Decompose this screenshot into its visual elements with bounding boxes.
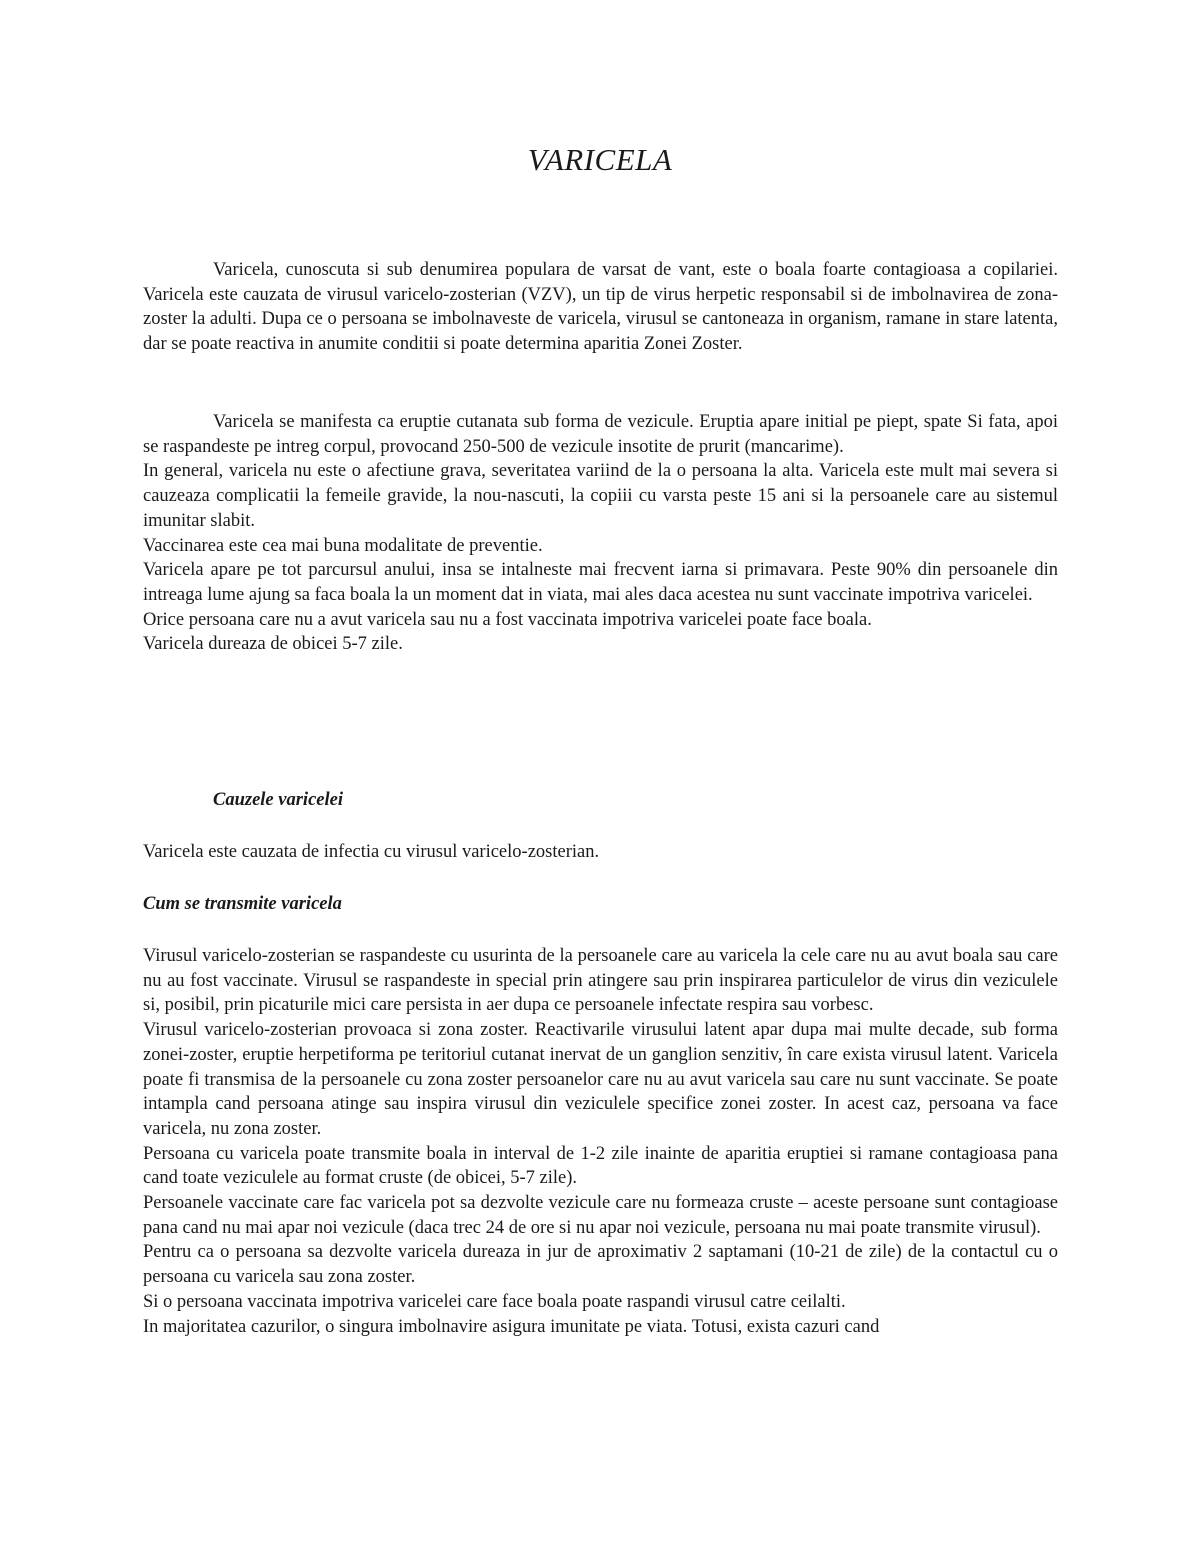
transmission-paragraph-7: In majoritatea cazurilor, o singura imbolnavire asigura imunitate pe viata. Totusi, exista cazuri cand	[143, 1316, 880, 1337]
transmission-paragraph-3: Persoana cu varicela poate transmite boala in interval de 1-2 zile inainte de aparitia eruptiei si ramane contagioasa pana cand toate veziculele au format cruste (de obicei, 5-7 zile).	[143, 1143, 1058, 1189]
intro-paragraph-2: Varicela se manifesta ca eruptie cutanata sub forma de vezicule. Eruptia apare initial pe piept, spate Si fata, apoi se raspandeste pe intreg corpul, provocand 250-500 de vezicule insotite de prurit (mancarime).	[143, 412, 1058, 457]
causes-heading: Cauzele varicelei	[213, 790, 343, 810]
intro-section	[143, 258, 1058, 357]
transmission-heading: Cum se transmite varicela	[143, 894, 342, 914]
transmission-paragraph-4: Persoanele vaccinate care fac varicela pot sa dezvolte vezicule care nu formeaza cruste – aceste persoane sunt contagioase pana cand nu mai apar noi vezicule (daca trec 24 de ore si nu apar noi vezicule, persoana nu mai poate transmite virusul).	[143, 1193, 1058, 1238]
transmission-section	[143, 944, 1058, 1339]
transmission-paragraph-1: Virusul varicelo-zosterian se raspandeste cu usurinta de la persoanele care au varicela la cele care nu au avut boala sau care nu au fost vaccinate. Virusul se raspandeste in special prin atingere sau prin inspirarea particulelor de virus din veziculele si, posibil, prin picaturile mici care persista in aer dupa ce persoanele infectate respira sau vorbesc.	[143, 946, 1058, 1016]
transmission-paragraph-6: Si o persoana vaccinata impotriva varicelei care face boala poate raspandi virusul catre ceilalti.	[143, 1291, 846, 1312]
intro-details-section	[143, 410, 1058, 657]
causes-text: Varicela este cauzata de infectia cu virusul varicelo-zosterian.	[143, 842, 600, 862]
intro-paragraph-5: Varicela apare pe tot parcursul anului, insa se intalneste mai frecvent iarna si primavara. Peste 90% din persoanele din intreaga lume ajung sa faca boala la un moment dat in viata, mai ales daca acestea nu sunt vaccinate impotriva varicelei.	[143, 560, 1058, 605]
intro-paragraph-4: Vaccinarea este cea mai buna modalitate de preventie.	[143, 535, 543, 556]
transmission-paragraph-2: Virusul varicelo-zosterian provoaca si zona zoster. Reactivarile virusului latent apar dupa mai multe decade, sub forma zonei-zoster, eruptie herpetiforma pe teritoriul cutanat inervat de un ganglion senzitiv, în care exista virusul latent. Varicela poate fi transmisa de la persoanele cu zona zoster persoanelor care nu au avut varicela sau care nu sunt vaccinate. Se poate intampla cand persoana atinge sau inspira virusul din veziculele specifice zonei zoster. In acest caz, persoana va face varicela, nu zona zoster.	[143, 1020, 1058, 1139]
transmission-paragraph-5: Pentru ca o persoana sa dezvolte varicela dureaza in jur de aproximativ 2 saptamani (10-21 de zile) de la contactul cu o persoana cu varicela sau zona zoster.	[143, 1242, 1058, 1288]
document-title: VARICELA	[527, 142, 673, 177]
intro-paragraph-6: Orice persoana care nu a avut varicela sau nu a fost vaccinata impotriva varicelei poate face boala.	[143, 609, 872, 630]
intro-paragraph-3: In general, varicela nu este o afectiune grava, severitatea variind de la o persoana la alta. Varicela este mult mai severa si cauzeaza complicatii la femeile gravide, la nou-nascuti, la copiii cu varsta peste 15 ani si la persoanele care au sistemul imunitar slabit.	[143, 461, 1058, 531]
intro-paragraph-7: Varicela dureaza de obicei 5-7 zile.	[143, 634, 403, 655]
intro-paragraph-1: Varicela, cunoscuta si sub denumirea populara de varsat de vant, este o boala foarte contagioasa a copilariei. Varicela este cauzata de virusul varicelo-zosterian (VZV), un tip de virus herpetic responsabil si de imbolnavirea de zona-zoster la adulti. Dupa ce o persoana se imbolnaveste de varicela, virusul se cantoneaza in organism, ramane in stare latenta, dar se poate reactiva in anumite conditii si poate determina aparitia Zonei Zoster.	[143, 260, 1058, 355]
